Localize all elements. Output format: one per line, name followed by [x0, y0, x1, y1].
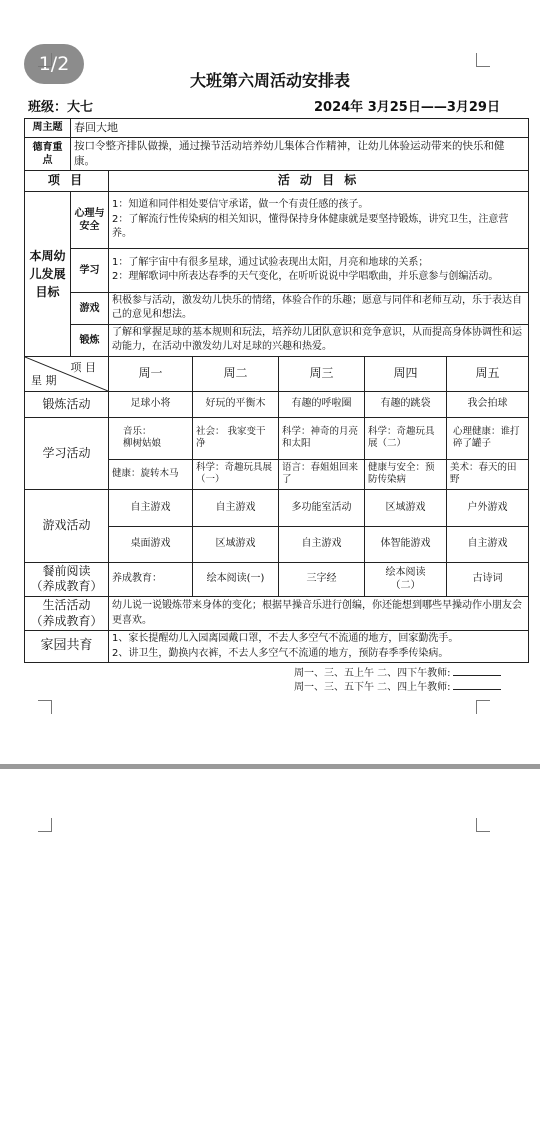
exercise-label: 锻炼活动 — [25, 391, 109, 417]
game-item: 自主游戏 — [447, 526, 529, 562]
moral-text: 按口令整齐排队做操，通过操节活动培养幼儿集体合作精神，让幼儿体验运动带来的快乐和健康。 — [71, 138, 529, 171]
exercise-row — [25, 391, 529, 417]
crop-mark — [38, 53, 52, 67]
crop-mark — [476, 818, 490, 832]
goal-row — [25, 292, 529, 324]
learning-item: 音乐： 柳树姑娘 — [109, 417, 193, 459]
crop-mark — [476, 700, 490, 714]
goal-area: 学习 — [71, 248, 109, 292]
life-row — [25, 597, 529, 631]
exercise-item: 足球小将 — [109, 391, 193, 417]
goals-header-row — [25, 171, 529, 191]
goal-area: 锻炼 — [71, 324, 109, 356]
document-title: 大班第六周活动安排表 — [189, 71, 350, 90]
game-item: 自主游戏 — [193, 489, 279, 526]
home-label: 家园共育 — [25, 631, 109, 663]
exercise-item: 有趣的跳袋 — [365, 391, 447, 417]
signature-blank — [453, 666, 501, 676]
theme-row — [25, 119, 529, 138]
goal-text: 了解和掌握足球的基本规则和玩法，培养幼儿团队意识和竞争意识，从而提高身体协调性和运动能力，在活动中激发幼儿对足球的兴趣和热爱。 — [109, 324, 529, 356]
activity-schedule-table — [24, 118, 529, 663]
games-label: 游戏活动 — [25, 489, 109, 562]
signature-blank — [453, 680, 501, 690]
corner-item-label: 项 目 — [70, 360, 96, 374]
weekday-header: 周一 — [109, 356, 193, 391]
learning-item: 科学：奇趣玩具展（一） — [193, 459, 279, 489]
reading-label: 餐前阅读 （养成教育） — [25, 562, 109, 596]
goals-header: 活 动 目 标 — [109, 171, 529, 191]
learning-item: 健康：旋转木马 — [109, 459, 193, 489]
item-header: 项 目 — [25, 171, 109, 191]
corner-day-label: 星 期 — [31, 373, 57, 387]
games-row — [25, 489, 529, 526]
reading-item: 绘本阅读 （二） — [365, 562, 447, 596]
class-label: 班级：大七 — [28, 100, 94, 115]
goal-text: 1：知道和同伴相处要信守承诺，做一个有责任感的孩子。 2：了解流行性传染病的相关知识，懂得保持身体健康就是要坚持锻炼，讲究卫生，注意营养。 — [109, 191, 529, 248]
learning-item: 美术：春天的田野 — [447, 459, 529, 489]
weekday-header: 周五 — [447, 356, 529, 391]
learning-item: 社会： 我家变干净 — [193, 417, 279, 459]
teacher-line-1-label: 周一、三、五上午 二、四下午教师: — [294, 668, 451, 679]
game-item: 自主游戏 — [279, 526, 365, 562]
game-item: 多功能室活动 — [279, 489, 365, 526]
goals-group-label: 本周幼儿发展目标 — [25, 191, 71, 356]
moral-label: 德育重点 — [25, 138, 71, 171]
game-item: 区域游戏 — [365, 489, 447, 526]
life-label: 生活活动 （养成教育） — [25, 597, 109, 631]
game-item: 户外游戏 — [447, 489, 529, 526]
crop-mark — [476, 53, 490, 67]
teacher-line-2 — [294, 678, 501, 693]
date-range: 2024年 3月25日——3月29日 — [314, 100, 500, 115]
learning-item: 语言：春姐姐回来了 — [279, 459, 365, 489]
theme-value: 春回大地 — [71, 119, 529, 138]
game-item: 桌面游戏 — [109, 526, 193, 562]
learning-item: 心理健康：谁打碎了罐子 — [447, 417, 529, 459]
weekday-header-row — [25, 356, 529, 391]
goal-row — [25, 191, 529, 248]
reading-row — [25, 562, 529, 596]
reading-item: 三字经 — [279, 562, 365, 596]
corner-cell — [25, 356, 109, 391]
learning-label: 学习活动 — [25, 417, 109, 489]
crop-mark — [38, 818, 52, 832]
goal-area: 心理与安全 — [71, 191, 109, 248]
crop-mark — [38, 700, 52, 714]
reading-item: 古诗词 — [447, 562, 529, 596]
home-row — [25, 631, 529, 663]
goal-row — [25, 248, 529, 292]
exercise-item: 有趣的呼啦圈 — [279, 391, 365, 417]
page-separator — [0, 764, 540, 769]
home-text: 1、家长提醒幼儿入园离园戴口罩，不去人多空气不流通的地方，回家勤洗手。 2、讲卫生，勤换内衣裤，不去人多空气不流通的地方，预防春季季传染病。 — [109, 631, 529, 663]
exercise-item: 我会拍球 — [447, 391, 529, 417]
reading-item: 养成教育： — [109, 562, 193, 596]
game-item: 区域游戏 — [193, 526, 279, 562]
reading-item: 绘本阅读(一) — [193, 562, 279, 596]
goal-text: 1：了解宇宙中有很多星球，通过试验表现出太阳，月亮和地球的关系； 2：理解歌词中所表达春季的天气变化，在听听说说中学唱歌曲，并乐意参与创编活动。 — [109, 248, 529, 292]
learning-item: 科学：奇趣玩具展（二） — [365, 417, 447, 459]
moral-row — [25, 138, 529, 171]
game-item: 体智能游戏 — [365, 526, 447, 562]
learning-row — [25, 417, 529, 459]
teacher-line-2-label: 周一、三、五下午 二、四上午教师: — [294, 682, 451, 693]
page-indicator[interactable]: 1/2 — [24, 44, 84, 84]
learning-item: 科学：神奇的月亮和太阳 — [279, 417, 365, 459]
teacher-line-1 — [294, 664, 501, 679]
game-item: 自主游戏 — [109, 489, 193, 526]
goal-row — [25, 324, 529, 356]
weekday-header: 周三 — [279, 356, 365, 391]
weekday-header: 周二 — [193, 356, 279, 391]
theme-label: 周主题 — [25, 119, 71, 138]
exercise-item: 好玩的平衡木 — [193, 391, 279, 417]
goal-text: 积极参与活动，激发幼儿快乐的情绪，体验合作的乐趣；愿意与同伴和老师互动，乐于表达自己的意见和想法。 — [109, 292, 529, 324]
learning-item: 健康与安全：预防传染病 — [365, 459, 447, 489]
life-text: 幼儿说一说锻炼带来身体的变化；根据早操音乐进行创编，你还能想到哪些早操动作小朋友会更喜欢。 — [109, 597, 529, 631]
goal-area: 游戏 — [71, 292, 109, 324]
weekday-header: 周四 — [365, 356, 447, 391]
